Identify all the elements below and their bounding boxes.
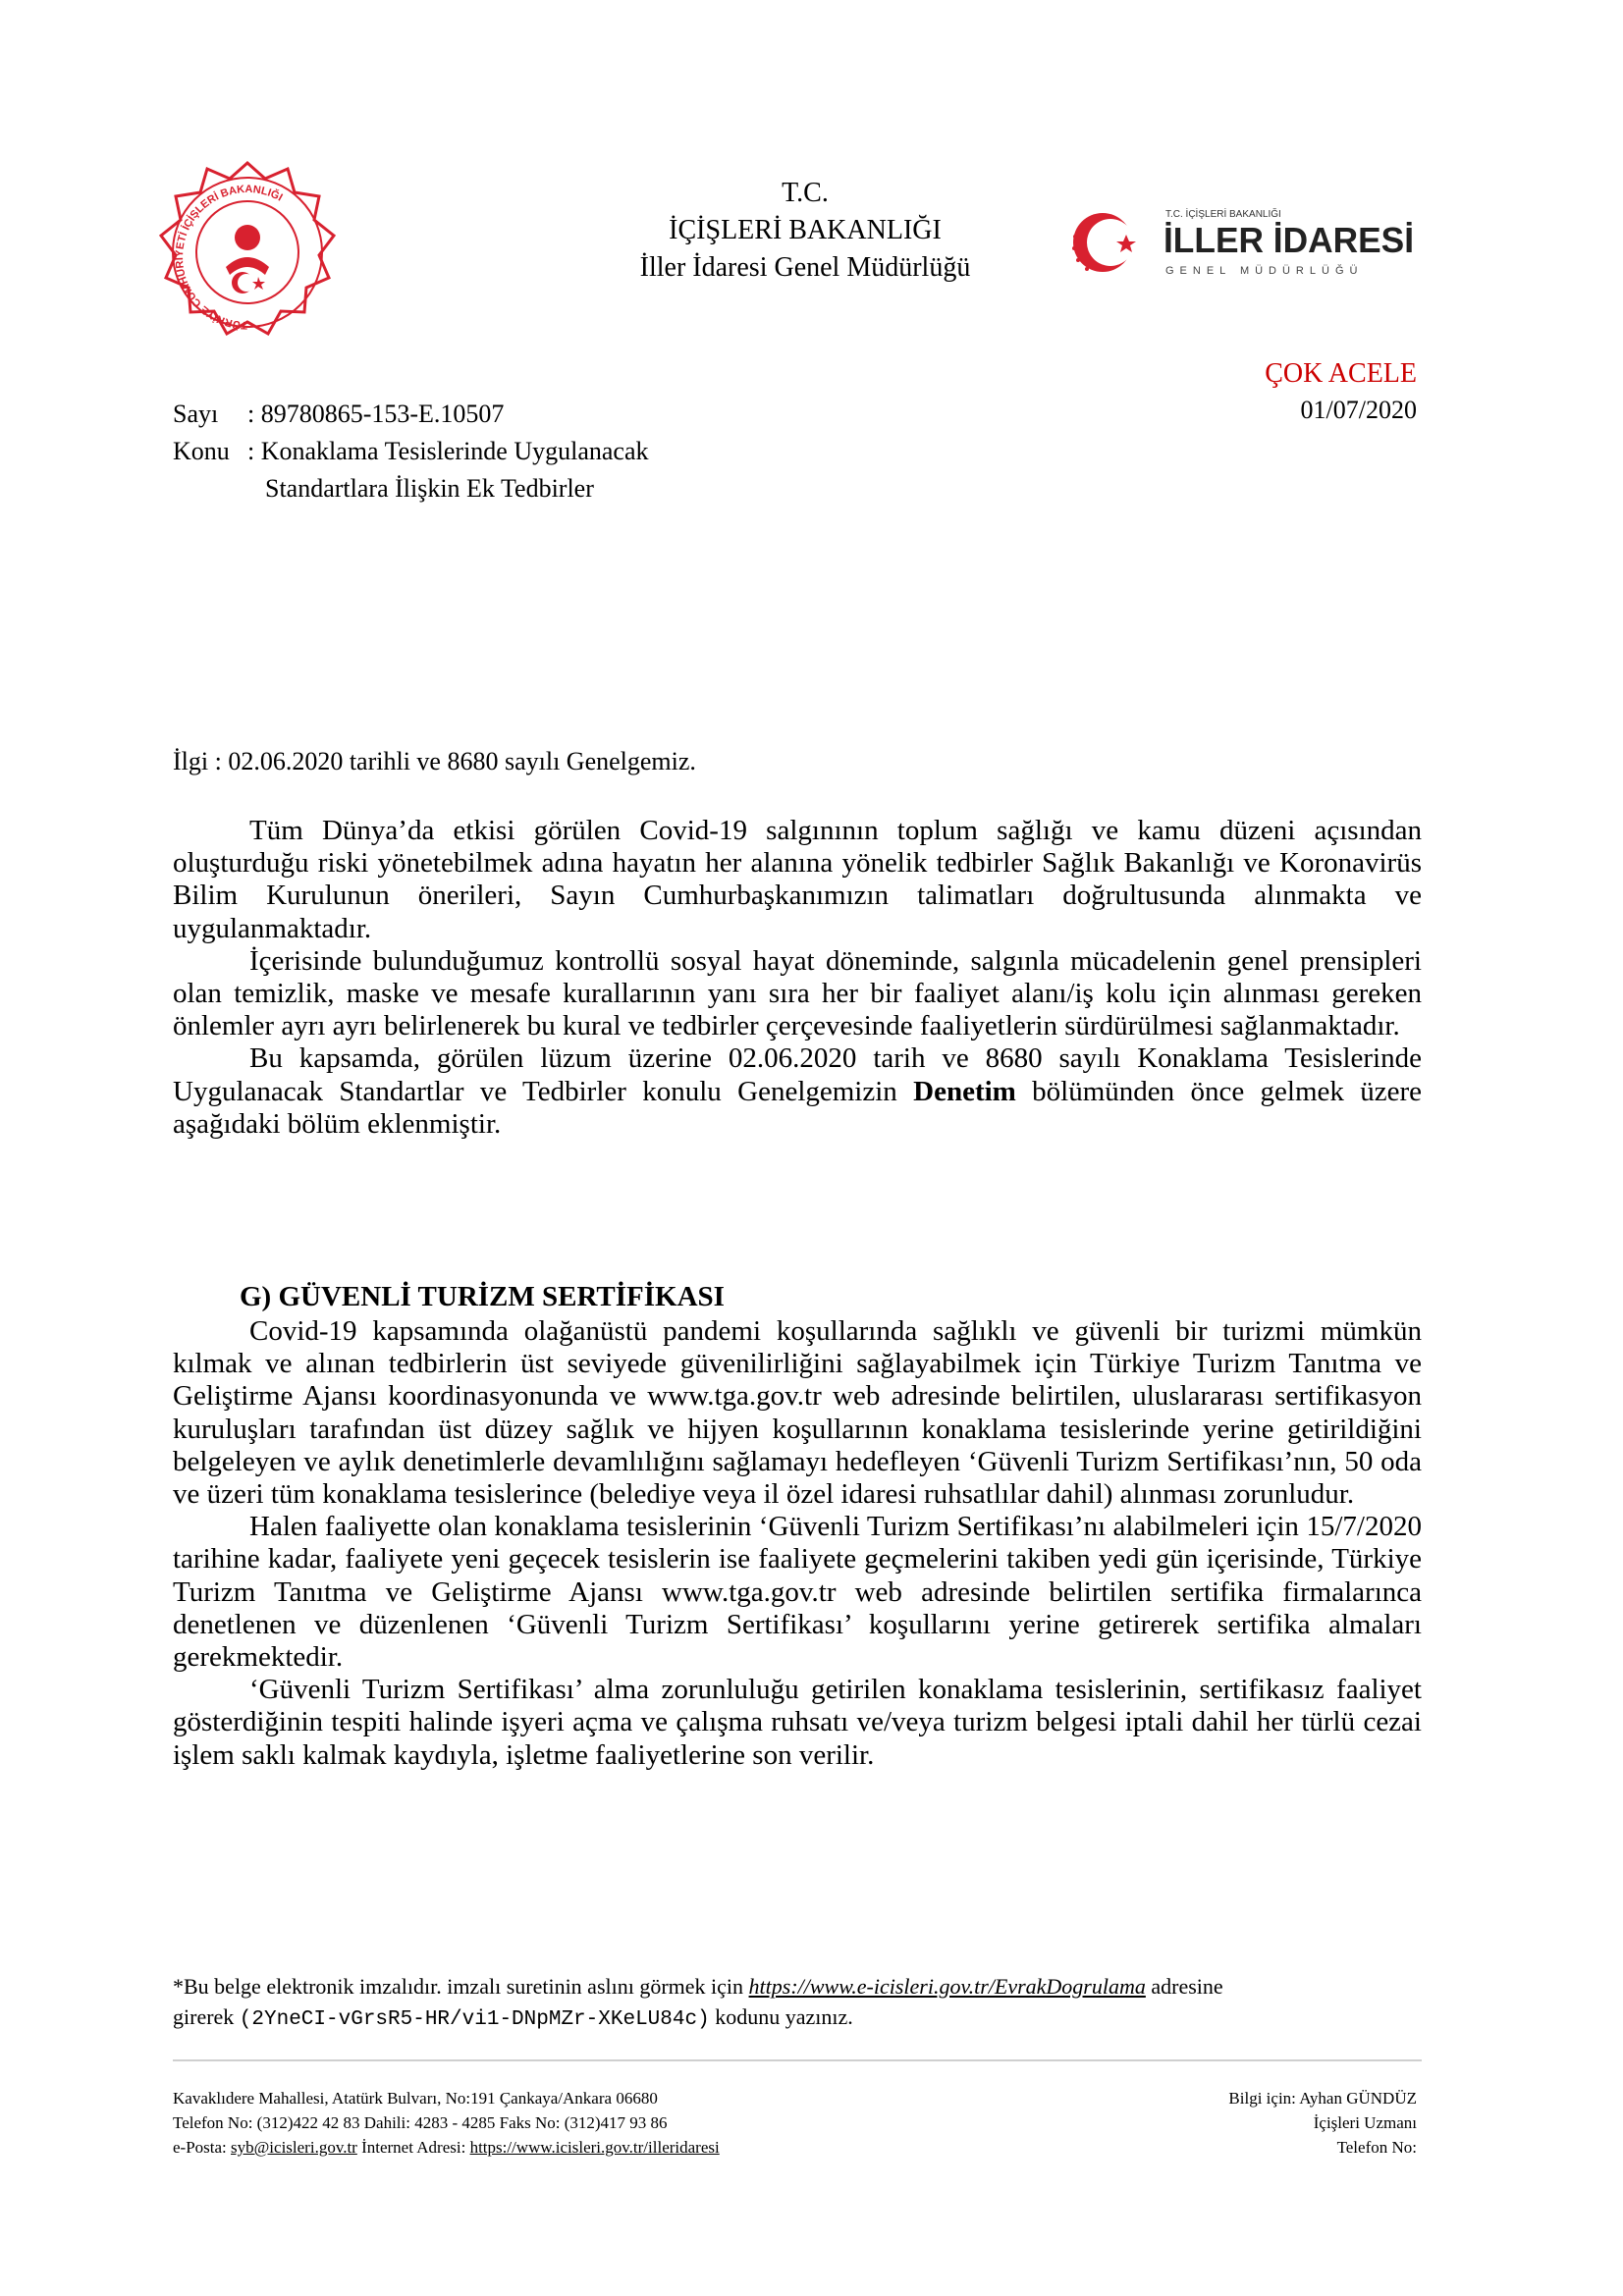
- e-signature-note: [173, 1971, 1422, 2035]
- urgency-label: ÇOK ACELE: [1265, 358, 1417, 389]
- body-section-2: [173, 1315, 1422, 1772]
- reference-line: İlgi : 02.06.2020 tarihli ve 8680 sayılı Genelgemiz.: [173, 747, 696, 775]
- sayi-value: : 89780865-153-E.10507: [247, 400, 505, 428]
- web-label: İnternet Adresi:: [356, 2138, 470, 2157]
- note-text: *Bu belge elektronik imzalıdır. imzalı suretinin aslını görmek için: [173, 1974, 749, 1999]
- verification-code: (2YneCI-vGrsR5-HR/vi1-DNpMZr-XKeLU84c): [239, 2008, 710, 2031]
- footer-info: [1228, 2086, 1417, 2160]
- footer-info-title: İçişleri Uzmanı: [1313, 2113, 1417, 2132]
- paragraph-2: İçerisinde bulunduğumuz kontrollü sosyal hayat döneminde, salgınla mücadelenin genel prensipleri olan temizlik, maske ve mesafe kurallarının yanı sıra her bir faaliyet alanı/iş kolu için alınması gereken önlemler ayrı ayrı belirlenerek bu kural ve tedbirler çerçevesinde faaliyetlerin sürdürülmesi sağlanmaktadır.: [173, 944, 1422, 1042]
- header-ministry: İÇİŞLERİ BAKANLIĞI: [669, 215, 942, 245]
- footer-online: [173, 2135, 720, 2160]
- body-section-1: [173, 815, 1422, 1141]
- email-label: e-Posta:: [173, 2138, 232, 2157]
- note-text-2: adresine: [1145, 1974, 1223, 1999]
- footer-address: Kavaklıdere Mahallesi, Atatürk Bulvarı, No:191 Çankaya/Ankara 06680: [173, 2089, 658, 2108]
- footer-info-person: Bilgi için: Ayhan GÜNDÜZ: [1228, 2089, 1417, 2108]
- paragraph-6: ‘Güvenli Turizm Sertifikası’ alma zorunluluğu getirilen konaklama tesislerinin, sertifikasız faaliyet gösterdiğinin tespiti halinde işyeri açma ve çalışma ruhsatı ve/veya turizm belgesi iptali dahil her türlü cezai işlem saklı kalmak kaydıyla, işletme faaliyetlerine son verilir.: [173, 1674, 1422, 1771]
- paragraph-3-bold: Denetim: [913, 1075, 1016, 1107]
- header-directorate: İller İdaresi Genel Müdürlüğü: [639, 252, 971, 283]
- verification-link[interactable]: https://www.e-icisleri.gov.tr/EvrakDogrulama: [748, 1974, 1146, 1999]
- document-date: 01/07/2020: [1300, 396, 1417, 424]
- sayi-label: Sayı: [173, 400, 219, 428]
- paragraph-4: Covid-19 kapsamında olağanüstü pandemi koşullarında sağlıklı ve güvenli bir turizmi mümkün kılmak ve alınan tedbirlerin üst seviyede güvenilirliğini sağlayabilmek için Türkiye Turizm Tanıtma ve Geliştirme Ajansı koordinasyonunda ve www.tga.gov.tr web adresinde belirtilen, uluslararası sertifikasyon kuruluşları tarafından üst düzey sağlık ve hijyen koşullarının konaklama tesislerinde yerine getirildiğini belgeleyen ve aylık denetimlerle devamlılığını sağlamayı hedefleyen ‘Güvenli Turizm Sertifikası’nın, 50 oda ve üzeri tüm konaklama tesislerince (belediye veya il özel idaresi ruhsatlılar dahil) alınması zorunludur.: [173, 1315, 1422, 1511]
- konu-value: : Konaklama Tesislerinde Uygulanacak: [247, 437, 649, 465]
- note-text-3: girerek: [173, 2004, 240, 2029]
- paragraph-1: Tüm Dünya’da etkisi görülen Covid-19 salgınının toplum sağlığı ve kamu düzeni açısından oluşturduğu riski yönetebilmek adına hayatın her alanına yönelik tedbirler Sağlık Bakanlığı ve Koronavirüs Bilim Kurulunun önerileri, Sayın Cumhurbaşkanımızın talimatları doğrultusunda alınmakta ve uygulanmaktadır.: [173, 815, 1422, 944]
- footer-divider: [173, 2059, 1422, 2061]
- paragraph-3: [173, 1042, 1422, 1141]
- logo-title: İLLER İDARESİ: [1163, 220, 1414, 260]
- subject-continued: Standartlara İlişkin Ek Tedbirler: [265, 474, 594, 503]
- section-heading: G) GÜVENLİ TURİZM SERTİFİKASI: [240, 1281, 725, 1312]
- ministry-seal-icon: [157, 157, 339, 348]
- paragraph-5: Halen faaliyette olan konaklama tesislerinin ‘Güvenli Turizm Sertifikası’nı alabilmeleri için 15/7/2020 tarihine kadar, faaliyete yeni geçecek tesislerin ise faaliyete geçmelerini takiben yedi gün içerisinde, Türkiye Turizm Tanıtma ve Geliştirme Ajansı www.tga.gov.tr web adresinde belirtilen sertifika firmalarınca denetlenen ve düzenlenen ‘Güvenli Turizm Sertifikası’ koşullarını yerine getirerek sertifika almaları gerekmektedir.: [173, 1511, 1422, 1674]
- logo-subtitle: GENEL MÜDÜRLÜĞÜ: [1165, 265, 1364, 277]
- footer-info-phone: Telefon No:: [1336, 2138, 1417, 2157]
- paragraph-3-text: Bu kapsamda, görülen lüzum üzerine 02.06.2020 tarih ve 8680 sayılı Konaklama Tesislerinde Uygulanacak Standartlar ve Tedbirler konulu Genelgemizin: [173, 1042, 1422, 1107]
- website-link[interactable]: https://www.icisleri.gov.tr/illeridaresi: [469, 2138, 720, 2157]
- note-text-4: kodunu yazınız.: [709, 2004, 853, 2029]
- iller-idaresi-logo-icon: [1065, 201, 1419, 280]
- footer-contact: [173, 2086, 720, 2160]
- paragraph-3-tail: bölümünden önce gelmek üzere aşağıdaki bölüm eklenmiştir.: [173, 1075, 1423, 1140]
- konu-label: Konu: [173, 437, 230, 465]
- header-tc: T.C.: [782, 178, 829, 208]
- reference-number: [173, 396, 504, 433]
- email-link[interactable]: syb@icisleri.gov.tr: [231, 2138, 357, 2157]
- seal-arc-text: TÜRKİYE CUMHURİYETİ İÇİŞLERİ BAKANLIĞI: [173, 183, 285, 332]
- letterhead: [530, 175, 1080, 287]
- footer-phone: Telefon No: (312)422 42 83 Dahili: 4283 - 4285 Faks No: (312)417 93 86: [173, 2113, 668, 2132]
- subject: [173, 433, 649, 470]
- logo-small-text: T.C. İÇİŞLERİ BAKANLIĞI: [1165, 209, 1281, 220]
